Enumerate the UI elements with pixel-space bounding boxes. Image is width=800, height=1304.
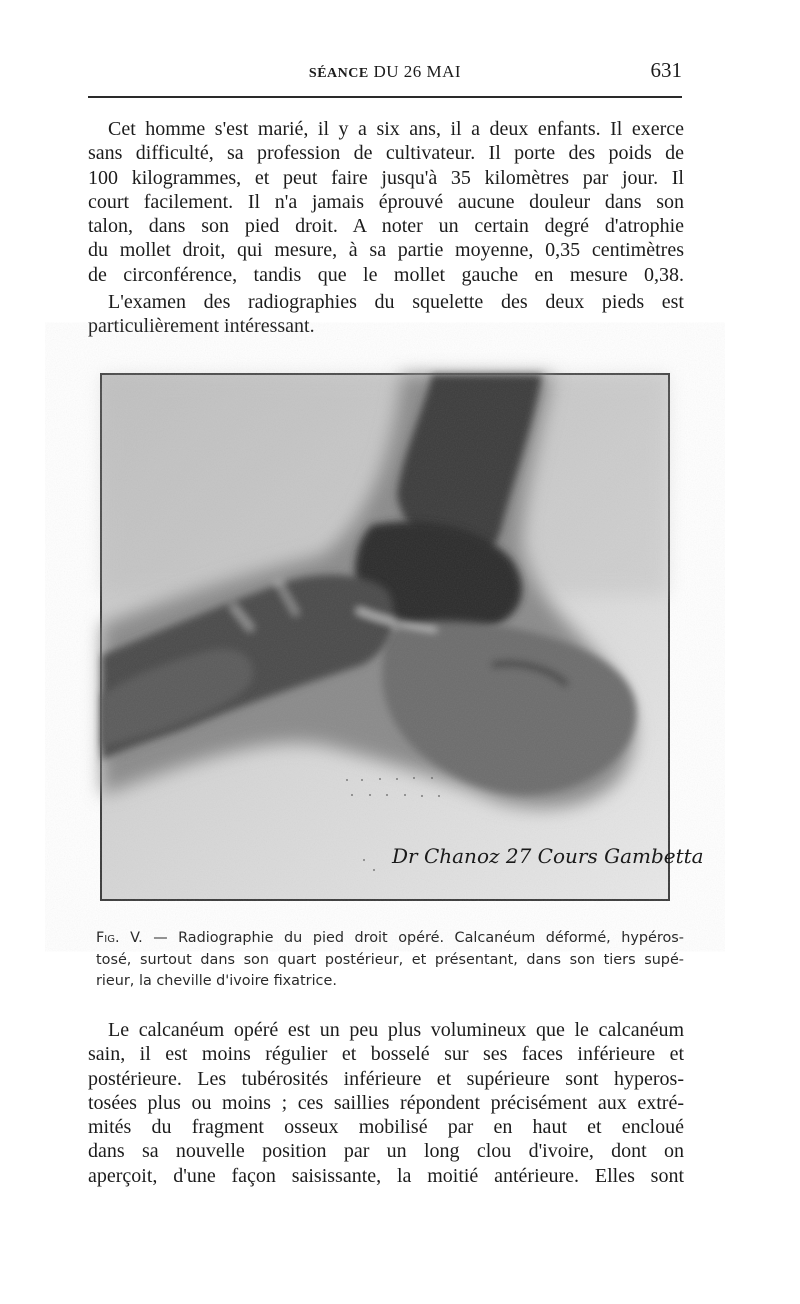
text-line: mités du fragment osseux mobilisé par en haut et encloué — [88, 1116, 684, 1139]
text-line: du mollet droit, qui mesure, à sa partie moyenne, 0,35 centimètres — [88, 239, 684, 262]
caption-line: tosé, surtout dans son quart postérieur, et présentant, dans son tiers supé- — [96, 951, 684, 968]
foot-radiograph-image — [102, 375, 704, 899]
page-number: 631 — [650, 58, 682, 82]
paragraph-calcaneum-description — [88, 1018, 684, 1188]
caption-text: — Radiographie du pied droit opéré. Calcanéum déformé, hypéros- — [153, 930, 684, 946]
running-title — [88, 62, 682, 82]
caption-line: rieur, la cheville d'ivoire fixatrice. — [96, 973, 337, 989]
running-title-seance: SÉANCE — [308, 66, 369, 81]
paragraph-patient-history — [88, 117, 684, 287]
running-head — [88, 58, 682, 88]
figure-caption — [88, 928, 684, 993]
text-line: talon, dans son pied droit. A noter un certain degré d'atrophie — [88, 215, 684, 238]
radiograph-figure — [100, 373, 704, 901]
text-line: aperçoit, d'une façon saisissante, la moitié antérieure. Elles sont — [88, 1164, 684, 1187]
figure-label: Fig. V. — [96, 930, 143, 946]
photographer-signature: Dr Chanoz 27 Cours Gambetta — [392, 844, 704, 868]
text-line: tosées plus ou moins ; ces saillies répondent précisément aux extré- — [88, 1091, 684, 1114]
text-line: court facilement. Il n'a jamais éprouvé aucune douleur dans son — [88, 190, 684, 213]
film-grain — [102, 375, 668, 899]
running-title-date: DU 26 MAI — [373, 62, 462, 81]
text-line: dans sa nouvelle position par un long clou d'ivoire, dont on — [88, 1140, 684, 1163]
text-line: Cet homme s'est marié, il y a six ans, il a deux enfants. Il exerce — [108, 118, 684, 140]
caption-line — [88, 928, 684, 950]
text-line: postérieure. Les tubérosités inférieure et supérieure sont hyperos- — [88, 1067, 684, 1090]
text-line: particulièrement intéressant. — [88, 315, 315, 338]
text-line: Le calcanéum opéré est un peu plus volumineux que le calcanéum — [108, 1019, 684, 1041]
text-line: sain, il est moins régulier et bosselé sur ses faces inférieure et — [88, 1043, 684, 1066]
header-rule — [88, 96, 682, 98]
text-line: 100 kilogrammes, et peut faire jusqu'à 35 kilomètres par jour. Il — [88, 166, 684, 189]
text-line: sans difficulté, sa profession de cultivateur. Il porte des poids de — [88, 142, 684, 165]
text-line: de circonférence, tandis que le mollet gauche en mesure 0,38. — [88, 263, 684, 286]
paragraph-radiography-intro — [88, 290, 684, 339]
text-line: L'examen des radiographies du squelette des deux pieds est — [108, 291, 684, 313]
